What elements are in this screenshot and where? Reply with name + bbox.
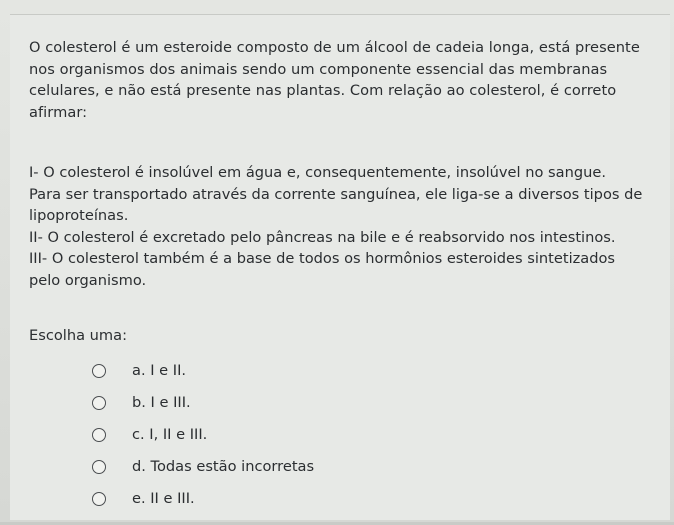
statement-line: celulares, e não está presente nas plantas. Com relação ao colesterol, é correto (29, 82, 617, 99)
option-a[interactable] (85, 355, 485, 387)
radio-button[interactable] (92, 396, 106, 410)
question-items (29, 162, 674, 291)
statement-line: afirmar: (29, 103, 88, 121)
radio-button[interactable] (92, 364, 106, 378)
question-statement (29, 37, 669, 123)
statement-line: nos organismos dos animais sendo um componente essencial das membranas (29, 60, 608, 78)
item-line: I- O colesterol é insolúvel em água e, consequentemente, insolúvel no sangue. (29, 164, 606, 181)
item-line: pelo organismo. (29, 271, 147, 289)
item-line: III- O colesterol também é a base de todos os hormônios esteroides sintetizados (29, 250, 616, 267)
item-line: II- O colesterol é excretado pelo pâncreas na bile e é reabsorvido nos intestinos. (29, 228, 616, 246)
item-line: Para ser transportado através da corrente sanguínea, ele liga-se a diversos tipos de (29, 185, 643, 203)
radio-button[interactable] (92, 492, 106, 506)
option-label[interactable]: e. II e III. (132, 490, 195, 507)
option-label[interactable]: d. Todas estão incorretas (132, 458, 315, 475)
answer-options (85, 355, 485, 515)
option-label[interactable]: a. I e II. (132, 362, 187, 379)
option-label[interactable]: b. I e III. (132, 394, 191, 411)
radio-button[interactable] (92, 428, 106, 442)
option-b[interactable] (85, 387, 485, 419)
option-c[interactable] (85, 419, 485, 451)
radio-button[interactable] (92, 460, 106, 474)
choose-prompt: Escolha uma: (29, 327, 127, 344)
item-line: lipoproteínas. (29, 207, 129, 224)
question-card (10, 14, 670, 520)
option-d[interactable] (85, 451, 485, 483)
option-e[interactable] (85, 483, 485, 515)
statement-line: O colesterol é um esteroide composto de um álcool de cadeia longa, está presente (29, 39, 640, 56)
option-label[interactable]: c. I, II e III. (132, 426, 208, 443)
